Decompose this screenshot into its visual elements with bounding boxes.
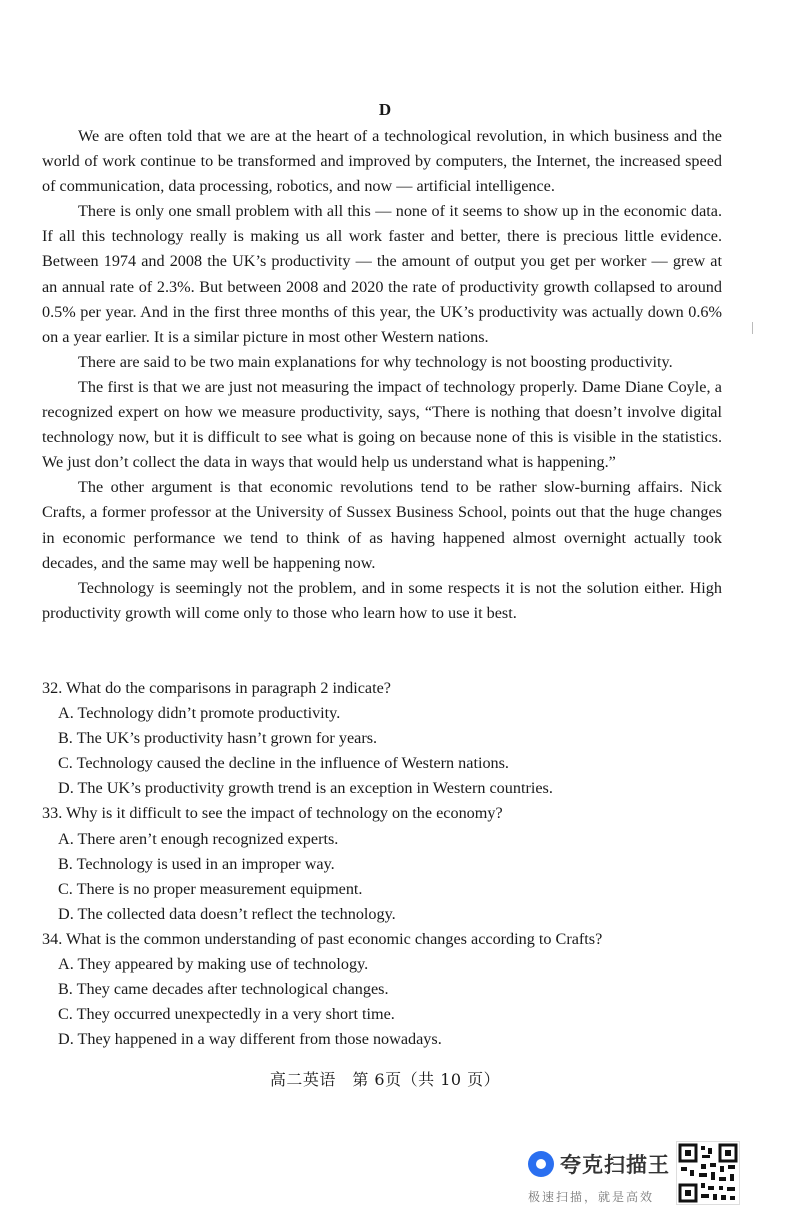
- watermark-brand: 夸克扫描王: [560, 1153, 670, 1177]
- option-d: D. They happened in a way different from those nowadays.: [58, 1030, 442, 1049]
- question-33: [42, 801, 732, 926]
- option-d: D. The collected data doesn’t reflect the technology.: [58, 904, 396, 923]
- option-d: D. The UK’s productivity growth trend is an exception in Western countries.: [58, 779, 553, 798]
- watermark-slogan: 极速扫描，就是高效: [528, 1190, 655, 1204]
- question-34: [42, 927, 732, 1052]
- passage-paragraph-4: The first is that we are just not measuring the impact of technology properly. Dame Diane Coyle, a recognized expert on how we measure productivity, says, “There is nothing that doesn’t involve digital technology now, but it is difficult to see what is going on because none of this is visible in the statistics. We just don’t collect the data in ways that would help us understand what is happening.”: [42, 377, 722, 472]
- reading-passage: [42, 124, 722, 626]
- passage-paragraph-6: Technology is seemingly not the problem, and in some respects it is not the solution either. High productivity growth will come only to those who learn how to use it best.: [42, 578, 722, 622]
- scan-mark: [752, 322, 753, 334]
- option-c: C. There is no proper measurement equipment.: [58, 879, 363, 898]
- question-list: [42, 676, 732, 1052]
- section-heading: D: [378, 100, 392, 119]
- page-footer: 高二英语 第 6页（共 10 页）: [269, 1070, 501, 1089]
- option-a: A. There aren’t enough recognized experts.: [58, 829, 339, 848]
- option-a: A. They appeared by making use of technology.: [58, 955, 369, 974]
- option-c: C. Technology caused the decline in the influence of Western nations.: [58, 754, 509, 773]
- qr-code-graphic: [677, 1142, 739, 1204]
- option-b: B. Technology is used in an improper way.: [58, 854, 335, 873]
- passage-paragraph-5: The other argument is that economic revolutions tend to be rather slow-burning affairs. Nick Crafts, a former professor at the University of Sussex Business School, points out that the huge changes in economic performance we tend to think of as having happened almost overnight actually took decades, and the same may well be happening now.: [42, 478, 722, 572]
- question-stem: 33. Why is it difficult to see the impact of technology on the economy?: [42, 804, 503, 823]
- passage-paragraph-2: There is only one small problem with all this — none of it seems to show up in the economic data. If all this technology really is making us all work faster and better, there is precious little evidence. Between 1974 and 2008 the UK’s productivity — the amount of output you get per worker — grew at an annual rate of 2.3%. But between 2008 and 2020 the rate of productivity growth collapsed to around 0.5% per year. And in the first three months of this year, the UK’s productivity was actually down 0.6% on a year earlier. It is a similar picture in most other Western nations.: [42, 202, 722, 346]
- qr-code-icon: [676, 1141, 740, 1205]
- question-stem: 32. What do the comparisons in paragraph 2 indicate?: [42, 679, 391, 697]
- option-b: B. The UK’s productivity hasn’t grown for years.: [58, 729, 378, 748]
- quark-logo-icon: [528, 1151, 554, 1177]
- passage-paragraph-1: We are often told that we are at the heart of a technological revolution, in which business and the world of work continue to be transformed and improved by computers, the Internet, the increased speed of communication, data processing, robotics, and now — artificial intelligence.: [42, 127, 722, 196]
- option-b: B. They came decades after technological changes.: [58, 980, 389, 999]
- option-a: A. Technology didn’t promote productivity.: [58, 704, 341, 723]
- passage-paragraph-3: There are said to be two main explanations for why technology is not boosting productivity.: [78, 352, 673, 371]
- option-c: C. They occurred unexpectedly in a very short time.: [58, 1005, 395, 1024]
- question-32: [42, 676, 732, 801]
- scanner-watermark: [524, 1140, 674, 1210]
- question-stem: 34. What is the common understanding of past economic changes according to Crafts?: [42, 929, 603, 948]
